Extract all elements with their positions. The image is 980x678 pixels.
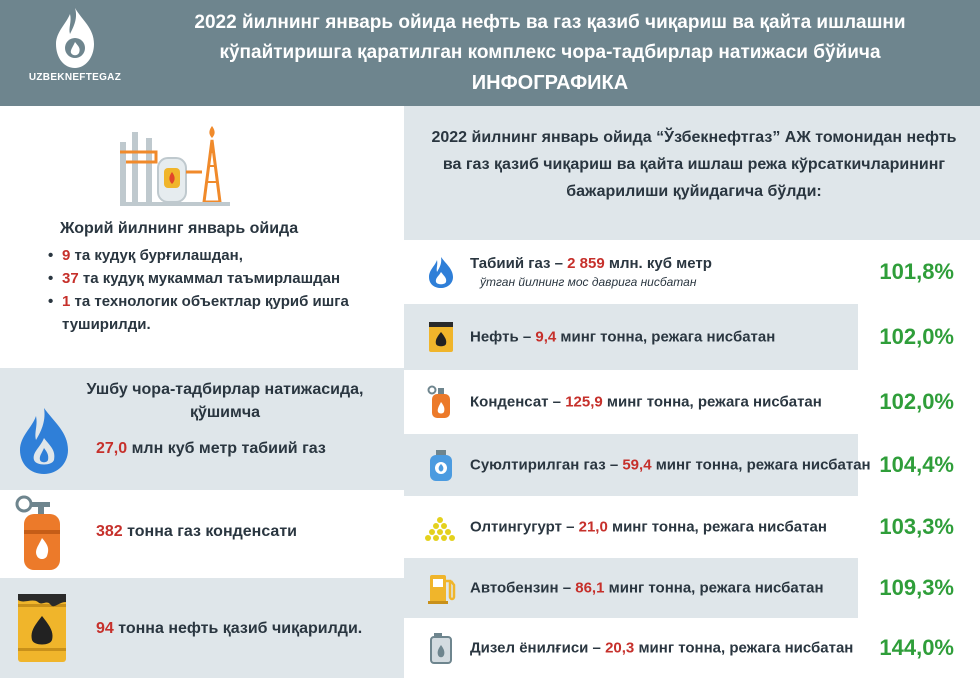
table-row	[404, 618, 980, 678]
result-oil-text: 94 тонна нефть қазиб чиқарилди.	[96, 620, 363, 637]
fuel-pump-icon	[426, 571, 456, 605]
title-line-1: 2022 йилнинг январь ойида нефть ва газ қазиб чиқариш ва қайта ишлашни	[194, 12, 906, 33]
intro-text: 2022 йилнинг январь ойида “Ўзбекнефтгаз” АЖ томонидан нефть ва газ қазиб чиқариш ва қайта ишлаш режа кўрсаткичларининг бажарилиши қуйидагича бўлди:	[431, 129, 957, 200]
sulfur-pile-icon	[420, 510, 460, 544]
table-row	[404, 240, 980, 304]
gas-flame-icon	[14, 404, 74, 476]
row-percent: 102,0%	[879, 389, 954, 414]
table-row	[404, 370, 980, 434]
row-text: Олтингугурт – 21,0 минг тонна, режага нисбатан	[470, 518, 827, 536]
row-percent: 101,8%	[879, 259, 954, 284]
row-text: Суюлтирилган газ – 59,4 минг тонна, режага нисбатан	[470, 456, 871, 474]
row-percent: 102,0%	[879, 324, 954, 349]
left-result-oil-panel	[0, 578, 404, 678]
table-row	[404, 434, 980, 496]
left-current-panel	[0, 106, 404, 368]
gas-flame-icon	[426, 255, 456, 289]
oil-barrel-icon	[14, 590, 70, 666]
list-item: • 1 та технологик объектлар қуриб ишга туширилди.	[48, 290, 378, 336]
lpg-tank-icon	[426, 448, 456, 482]
table-row	[404, 496, 980, 558]
row-subtext: ўтган йилнинг мос даврига нисбатан	[480, 275, 697, 289]
row-text: Нефть – 9,4 минг тонна, режага нисбатан	[470, 328, 776, 346]
gas-cylinder-icon	[426, 385, 456, 419]
result-title: Ушбу чора-тадбирлар натижасида, қўшимча	[86, 381, 364, 421]
table-row	[404, 558, 980, 618]
row-percent: 103,3%	[879, 514, 954, 539]
row-percent: 144,0%	[879, 635, 954, 660]
row-percent: 104,4%	[879, 452, 954, 477]
oil-barrel-icon	[426, 320, 456, 354]
list-item: • 37 та кудуқ мукаммал таъмирлашдан	[48, 267, 378, 290]
current-month-title: Жорий йилнинг январь ойида	[60, 220, 299, 237]
row-text: Автобензин – 86,1 минг тонна, режага нисбатан	[470, 579, 824, 597]
flame-logo-icon	[52, 6, 98, 70]
row-percent: 109,3%	[879, 575, 954, 600]
gas-cylinder-icon	[14, 494, 74, 574]
table-row	[404, 304, 980, 370]
diesel-canister-icon	[426, 631, 456, 665]
logo-text: UZBEKNEFTEGAZ	[28, 72, 122, 83]
result-gas-text: 27,0 млн куб метр табиий газ	[96, 440, 326, 457]
refinery-plant-icon	[120, 122, 240, 210]
result-condensate-text: 382 тонна газ конденсати	[96, 523, 297, 540]
row-text: Конденсат – 125,9 минг тонна, режага нисбатан	[470, 393, 822, 411]
header-title	[140, 8, 960, 98]
list-item: • 9 та кудуқ бурғилашдан,	[48, 244, 378, 267]
left-result-condensate-panel	[0, 490, 404, 578]
header-banner	[0, 0, 980, 106]
company-logo	[20, 6, 130, 98]
left-result-gas-panel	[0, 368, 404, 490]
achievement-list	[48, 244, 378, 336]
row-text: Дизел ёнилғиси – 20,3 минг тонна, режага нисбатан	[470, 639, 854, 657]
row-text: Табиий газ – 2 859 млн. куб метр ўтган йилнинг мос даврига нисбатан	[470, 255, 712, 289]
right-intro-panel	[404, 106, 980, 240]
title-line-3: ИНФОГРАФИКА	[471, 72, 629, 94]
title-line-2: кўпайтиришга қаратилган комплекс чора-тадбирлар натижаси бўйича	[219, 42, 881, 63]
